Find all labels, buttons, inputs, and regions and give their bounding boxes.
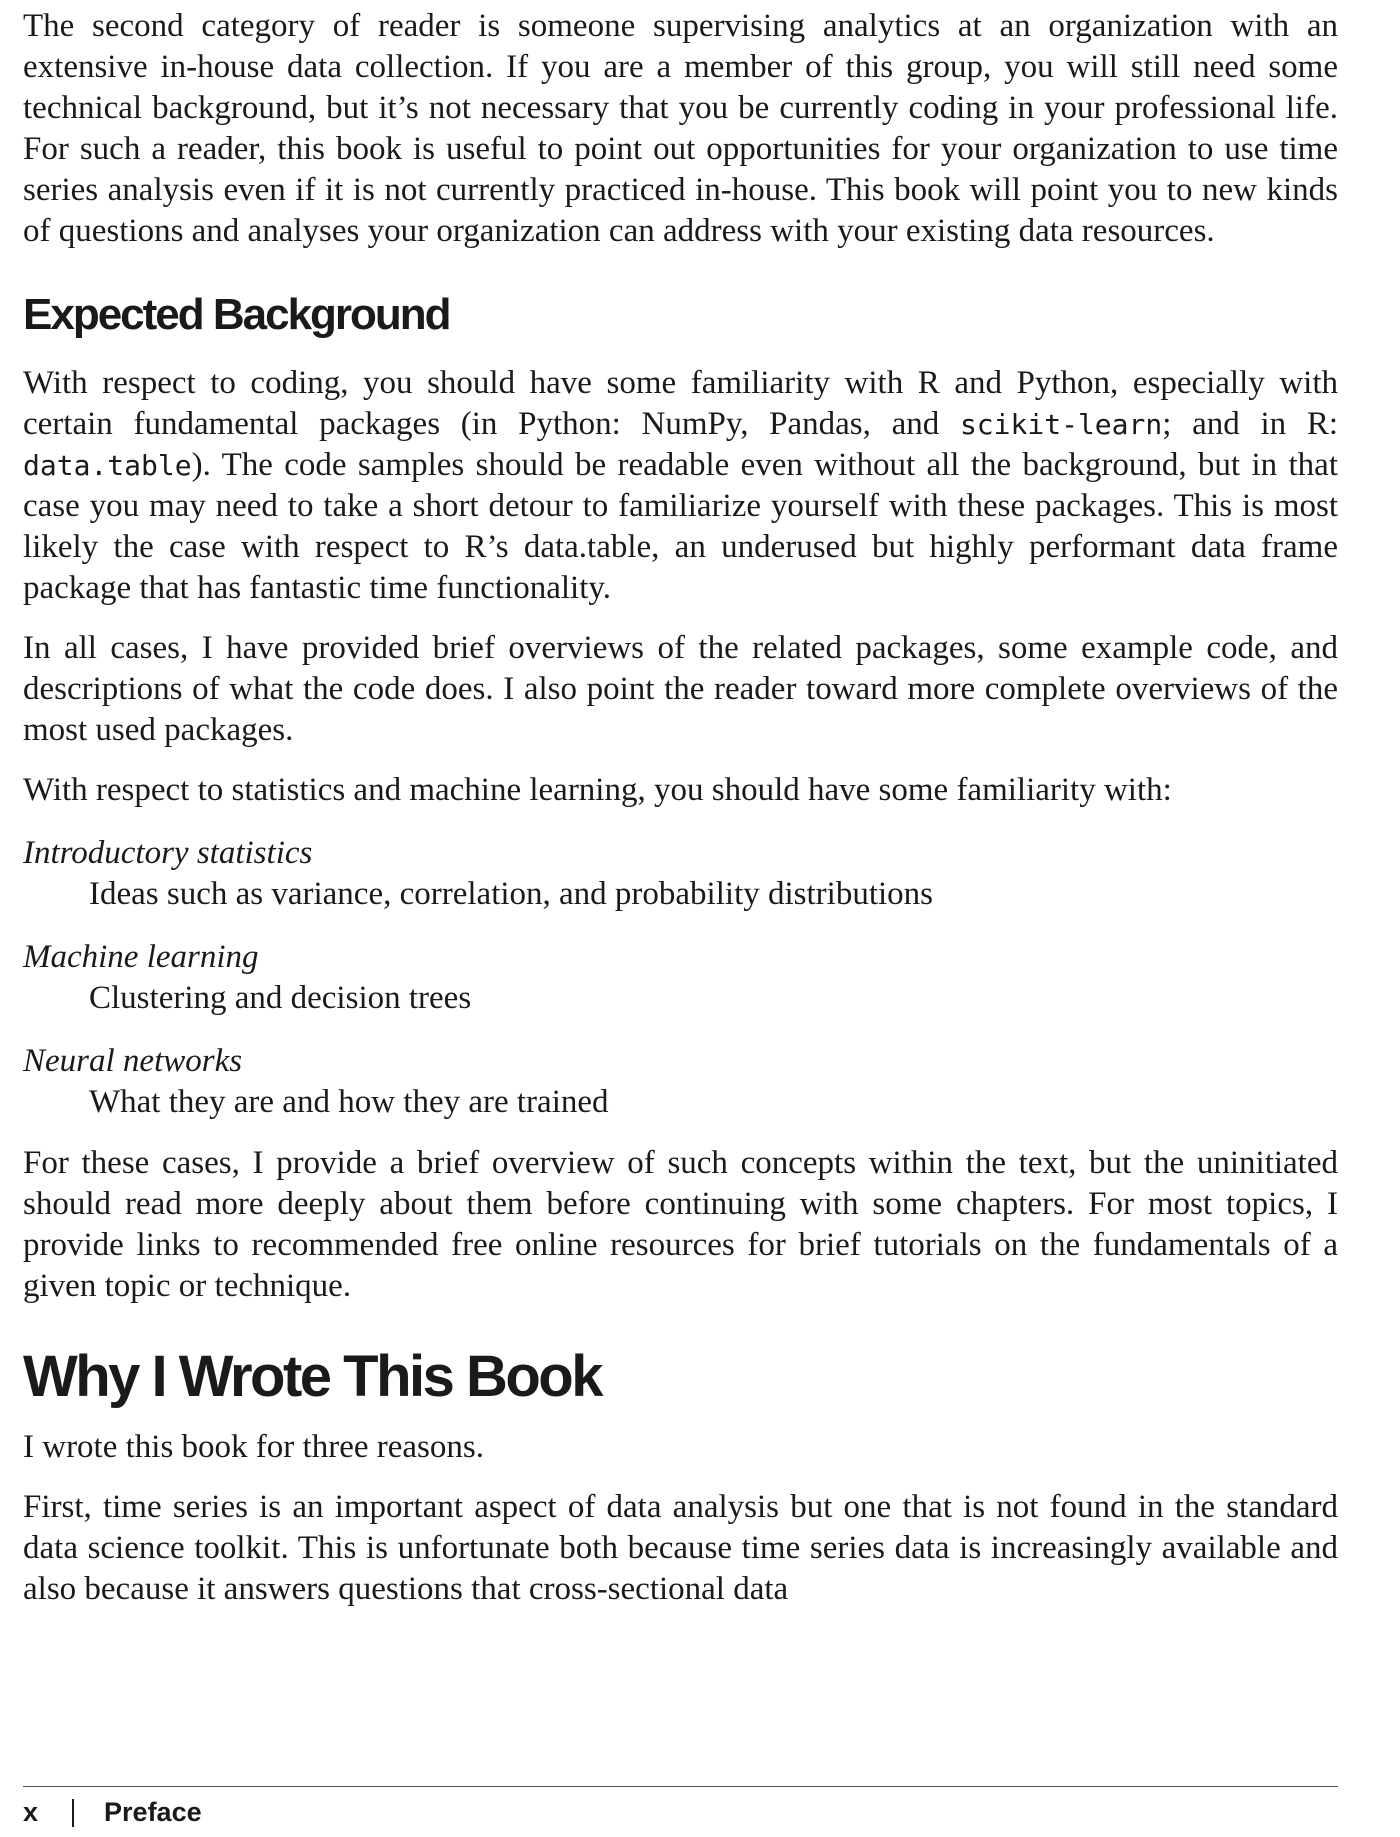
definition-introductory-statistics: Ideas such as variance, correlation, and probability distributions — [89, 876, 933, 912]
coding-text-part1: With respect to coding, you should have some familiarity with R and Python, especially with certain fundamental packages (in Python: NumPy, Pandas, and — [23, 365, 1338, 442]
term-introductory-statistics: Introductory statistics — [23, 835, 313, 871]
footer-section-title: Preface — [104, 1797, 202, 1827]
footer-divider — [23, 1786, 1338, 1787]
concepts-paragraph: For these cases, I provide a brief overview of such concepts within the text, but the uninitiated should read more deeply about them before continuing with some chapters. For most topics, I provide links to recommended free online resources for brief tutorials on the fundamentals of a given topic or technique. — [23, 1145, 1338, 1304]
page-number: x — [23, 1797, 39, 1827]
first-reason-paragraph: First, time series is an important aspect of data analysis but one that is not found in the standard data science toolkit. This is unfortunate both because time series data is increasingly available and also because it answers questions that cross-sectional data — [23, 1489, 1338, 1607]
intro-paragraph: The second category of reader is someone supervising analytics at an organization with an extensive in-house data collection. If you are a member of this group, you will still need some technical background, but it’s not necessary that you be currently coding in your professional life. For such a reader, this book is useful to point out opportunities for your organization to use time series analysis even if it is not currently practiced in-house. This book will point you to new kinds of questions and analyses your organization can address with your existing data resources. — [23, 8, 1338, 249]
definition-neural-networks: What they are and how they are trained — [89, 1084, 609, 1120]
term-neural-networks: Neural networks — [23, 1043, 243, 1079]
stats-ml-paragraph: With respect to statistics and machine learning, you should have some familiarity with: — [23, 772, 1172, 808]
three-reasons-paragraph: I wrote this book for three reasons. — [23, 1429, 484, 1465]
section-heading-why-i-wrote: Why I Wrote This Book — [23, 1344, 601, 1409]
definition-machine-learning: Clustering and decision trees — [89, 980, 472, 1016]
overviews-paragraph: In all cases, I have provided brief overviews of the related packages, some example code, and descriptions of what the code does. I also point the reader toward more complete overviews of the most used packages. — [23, 630, 1338, 748]
term-machine-learning: Machine learning — [23, 939, 259, 975]
page-content — [23, 6, 1338, 1629]
section-heading-expected-background: Expected Background — [23, 290, 450, 339]
footer-separator — [72, 1799, 74, 1827]
prerequisite-list — [23, 833, 1338, 1123]
code-data-table: data.table — [23, 449, 192, 482]
coding-text-part2: ; and in R: — [1162, 406, 1338, 442]
coding-text-part3: ). The code samples should be readable even without all the background, but in that case you may need to take a short detour to familiarize yourself with these packages. This is most likely the case with respect to R’s data.table, an underused but highly performant data frame package that has fantastic time functionality. — [23, 447, 1338, 606]
code-scikit-learn: scikit-learn — [959, 408, 1163, 441]
coding-background-paragraph — [23, 363, 1338, 609]
page-footer — [23, 1797, 202, 1828]
